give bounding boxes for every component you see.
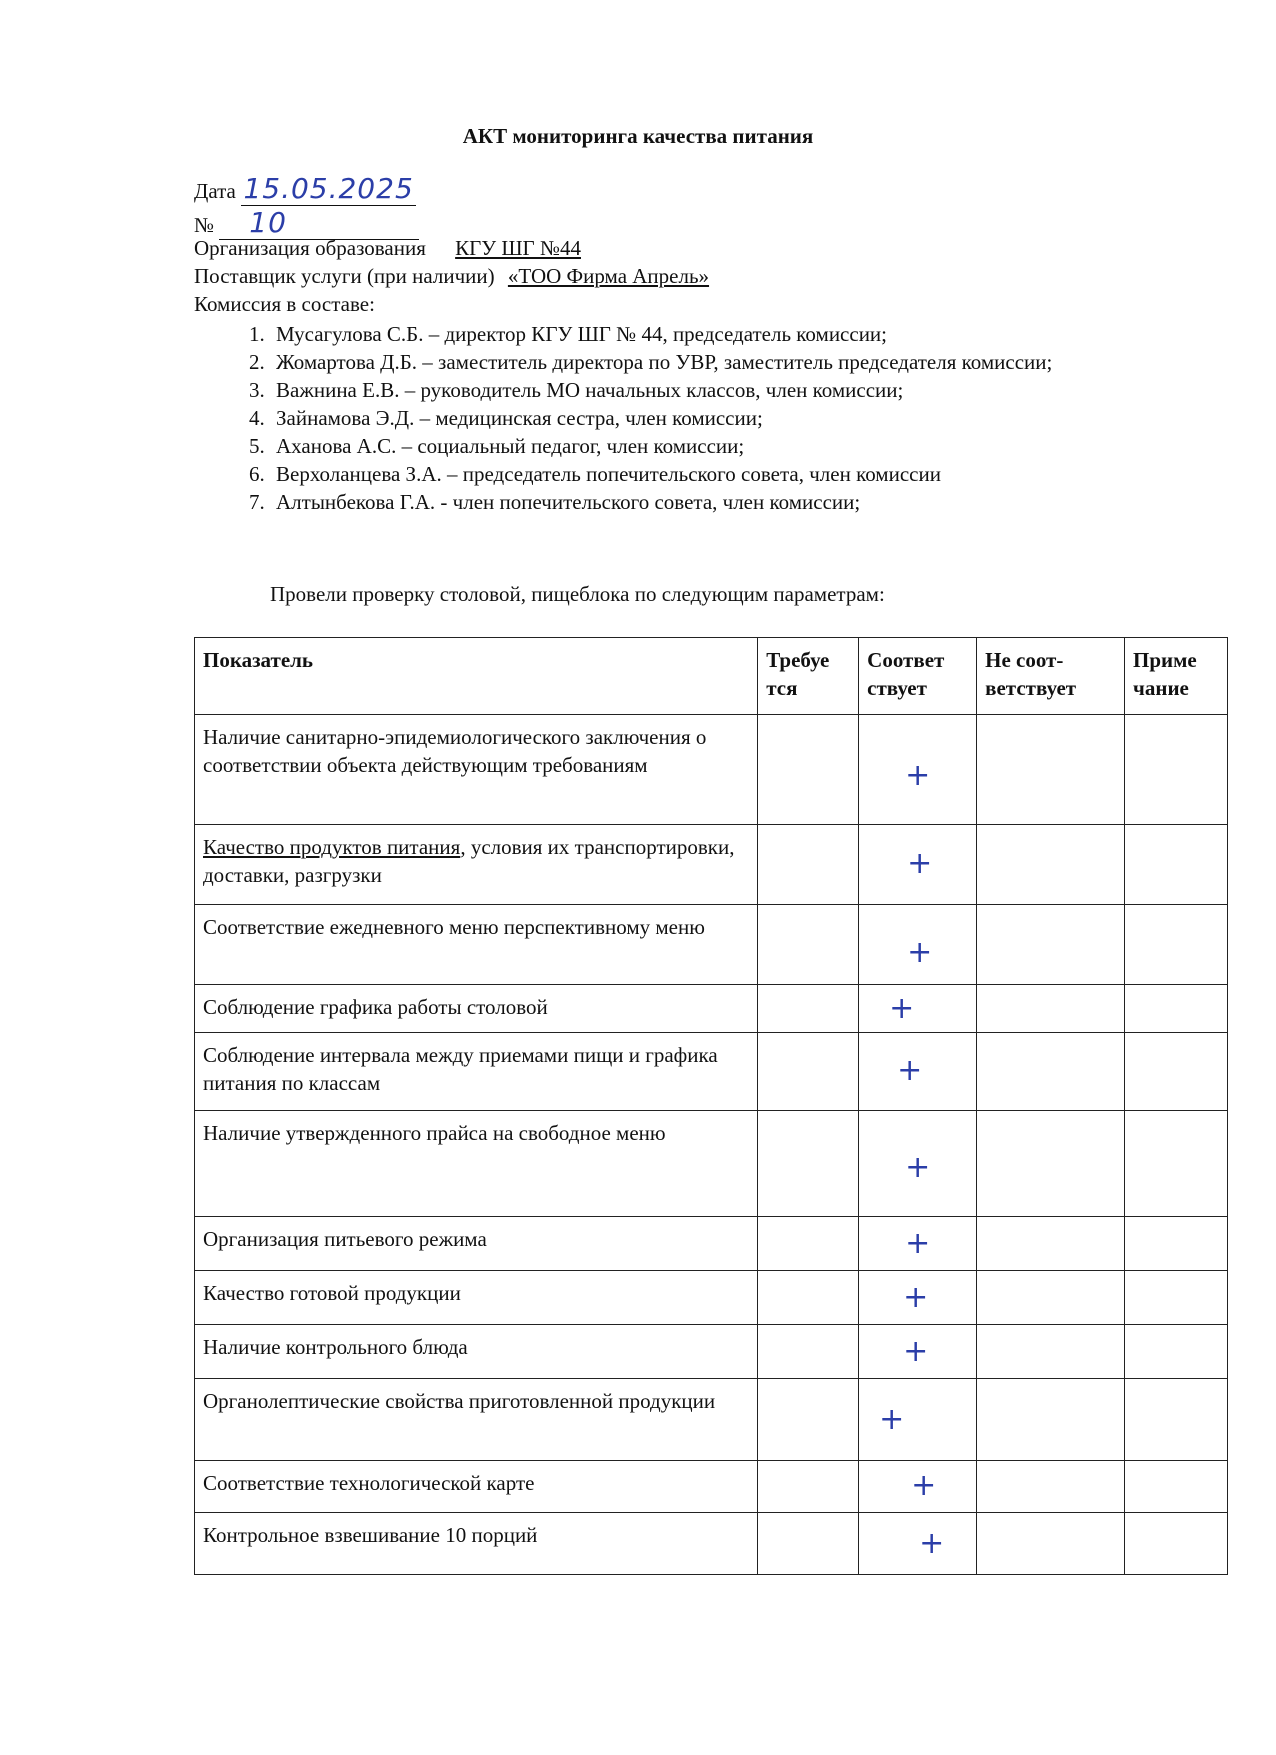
indicator-cell: Соответствие технологической карте <box>195 1461 758 1513</box>
noncompliant-cell[interactable] <box>977 1461 1125 1513</box>
note-cell[interactable] <box>1125 905 1228 985</box>
check-mark: + <box>889 991 915 1026</box>
table-row <box>195 1379 1228 1461</box>
indicator-cell: Качество готовой продукции <box>195 1271 758 1325</box>
noncompliant-cell[interactable] <box>977 1217 1125 1271</box>
check-mark: + <box>905 758 931 793</box>
supplier-value: «ТОО Фирма Апрель» <box>507 264 710 288</box>
header-compliant: Соответ ствует <box>859 638 977 715</box>
noncompliant-cell[interactable] <box>977 825 1125 905</box>
member-item: 6. Верхоланцева З.А. – председатель попечительского совета, член комиссии <box>270 460 1150 488</box>
indicator-cell: Соблюдение графика работы столовой <box>195 985 758 1033</box>
noncompliant-cell[interactable] <box>977 905 1125 985</box>
note-cell[interactable] <box>1125 825 1228 905</box>
note-cell[interactable] <box>1125 1379 1228 1461</box>
noncompliant-cell[interactable] <box>977 985 1125 1033</box>
table-row <box>195 1513 1228 1575</box>
table-header-row <box>195 638 1228 715</box>
indicator-cell: Качество продуктов питания, условия их транспортировки, доставки, разгрузки <box>195 825 758 905</box>
required-cell[interactable] <box>758 715 859 825</box>
required-cell[interactable] <box>758 1111 859 1217</box>
note-cell[interactable] <box>1125 1033 1228 1111</box>
compliant-cell[interactable] <box>859 985 977 1033</box>
compliant-cell[interactable] <box>859 1217 977 1271</box>
note-cell[interactable] <box>1125 1111 1228 1217</box>
check-mark: + <box>907 935 933 970</box>
check-mark: + <box>879 1402 905 1437</box>
table-row <box>195 1111 1228 1217</box>
table-row <box>195 825 1228 905</box>
required-cell[interactable] <box>758 825 859 905</box>
required-cell[interactable] <box>758 1379 859 1461</box>
table-row <box>195 1271 1228 1325</box>
note-cell[interactable] <box>1125 985 1228 1033</box>
date-value: 15.05.2025 <box>243 172 414 205</box>
noncompliant-cell[interactable] <box>977 1111 1125 1217</box>
compliant-cell[interactable] <box>859 1379 977 1461</box>
table-row <box>195 1033 1228 1111</box>
required-cell[interactable] <box>758 1325 859 1379</box>
member-item: 3. Важнина Е.В. – руководитель МО начальных классов, член комиссии; <box>270 376 1150 404</box>
compliant-cell[interactable] <box>859 825 977 905</box>
date-field[interactable] <box>241 172 416 206</box>
supplier-label: Поставщик услуги (при наличии) <box>194 264 495 288</box>
member-item: 1. Мусагулова С.Б. – директор КГУ ШГ № 44, председатель комиссии; <box>270 320 1150 348</box>
table-row <box>195 1461 1228 1513</box>
table-row <box>195 905 1228 985</box>
note-cell[interactable] <box>1125 1271 1228 1325</box>
noncompliant-cell[interactable] <box>977 1513 1125 1575</box>
indicator-cell: Организация питьевого режима <box>195 1217 758 1271</box>
compliant-cell[interactable] <box>859 1111 977 1217</box>
intro-text: Провели проверку столовой, пищеблока по следующим параметрам: <box>270 582 885 606</box>
indicator-cell: Соблюдение интервала между приемами пищи и графика питания по классам <box>195 1033 758 1111</box>
supplier-line <box>194 264 709 289</box>
date-label: Дата <box>194 179 236 203</box>
commission-label: Комиссия в составе: <box>194 292 375 316</box>
compliant-cell[interactable] <box>859 1033 977 1111</box>
inspection-table <box>194 637 1228 1575</box>
noncompliant-cell[interactable] <box>977 1271 1125 1325</box>
table-row <box>195 715 1228 825</box>
header-noncompliant: Не соот- ветствует <box>977 638 1125 715</box>
note-cell[interactable] <box>1125 1217 1228 1271</box>
document-title: АКТ мониторинга качества питания <box>462 124 814 148</box>
compliant-cell[interactable] <box>859 1461 977 1513</box>
compliant-cell[interactable] <box>859 905 977 985</box>
header-note: Приме чание <box>1125 638 1228 715</box>
check-mark: + <box>905 1150 931 1185</box>
required-cell[interactable] <box>758 905 859 985</box>
indicator-cell: Контрольное взвешивание 10 порций <box>195 1513 758 1575</box>
noncompliant-cell[interactable] <box>977 1325 1125 1379</box>
check-mark: + <box>919 1526 945 1561</box>
org-label: Организация образования <box>194 236 426 260</box>
indicator-cell: Органолептические свойства приготовленной продукции <box>195 1379 758 1461</box>
org-value: КГУ ШГ №44 <box>455 236 581 260</box>
required-cell[interactable] <box>758 1033 859 1111</box>
number-field[interactable] <box>219 206 419 240</box>
required-cell[interactable] <box>758 1217 859 1271</box>
indicator-cell: Соответствие ежедневного меню перспективному меню <box>195 905 758 985</box>
number-value: 10 <box>249 206 287 239</box>
required-cell[interactable] <box>758 1271 859 1325</box>
indicator-cell: Наличие контрольного блюда <box>195 1325 758 1379</box>
check-mark: + <box>903 1280 929 1315</box>
check-mark: + <box>897 1052 923 1088</box>
compliant-cell[interactable] <box>859 1513 977 1575</box>
table-row <box>195 985 1228 1033</box>
table-row <box>195 1325 1228 1379</box>
note-cell[interactable] <box>1125 715 1228 825</box>
noncompliant-cell[interactable] <box>977 1379 1125 1461</box>
note-cell[interactable] <box>1125 1461 1228 1513</box>
check-mark: + <box>903 1334 929 1369</box>
note-cell[interactable] <box>1125 1325 1228 1379</box>
member-item: 2. Жомартова Д.Б. – заместитель директора по УВР, заместитель председателя комиссии; <box>270 348 1150 376</box>
noncompliant-cell[interactable] <box>977 715 1125 825</box>
member-item: 5. Аханова А.С. – социальный педагог, член комиссии; <box>270 432 1150 460</box>
member-item: 7. Алтынбекова Г.А. - член попечительского совета, член комиссии; <box>270 488 1150 516</box>
indicator-cell: Наличие утвержденного прайса на свободное меню <box>195 1111 758 1217</box>
check-mark: + <box>905 1226 931 1261</box>
compliant-cell[interactable] <box>859 1271 977 1325</box>
header-indicator: Показатель <box>195 638 758 715</box>
note-cell[interactable] <box>1125 1513 1228 1575</box>
required-cell[interactable] <box>758 1461 859 1513</box>
compliant-cell[interactable] <box>859 715 977 825</box>
check-mark: + <box>911 1467 937 1503</box>
required-cell[interactable] <box>758 1513 859 1575</box>
member-item: 4. Зайнамова Э.Д. – медицинская сестра, член комиссии; <box>270 404 1150 432</box>
check-mark: + <box>907 845 933 881</box>
indicator-cell: Наличие санитарно-эпидемиологического заключения о соответствии объекта действующим требованиям <box>195 715 758 825</box>
header-required: Требуе тся <box>758 638 859 715</box>
number-line <box>194 206 419 240</box>
number-label: № <box>194 213 215 237</box>
table-row <box>195 1217 1228 1271</box>
compliant-cell[interactable] <box>859 1325 977 1379</box>
commission-members-list <box>234 320 1150 516</box>
org-line <box>194 236 581 261</box>
noncompliant-cell[interactable] <box>977 1033 1125 1111</box>
date-line <box>194 172 416 206</box>
required-cell[interactable] <box>758 985 859 1033</box>
